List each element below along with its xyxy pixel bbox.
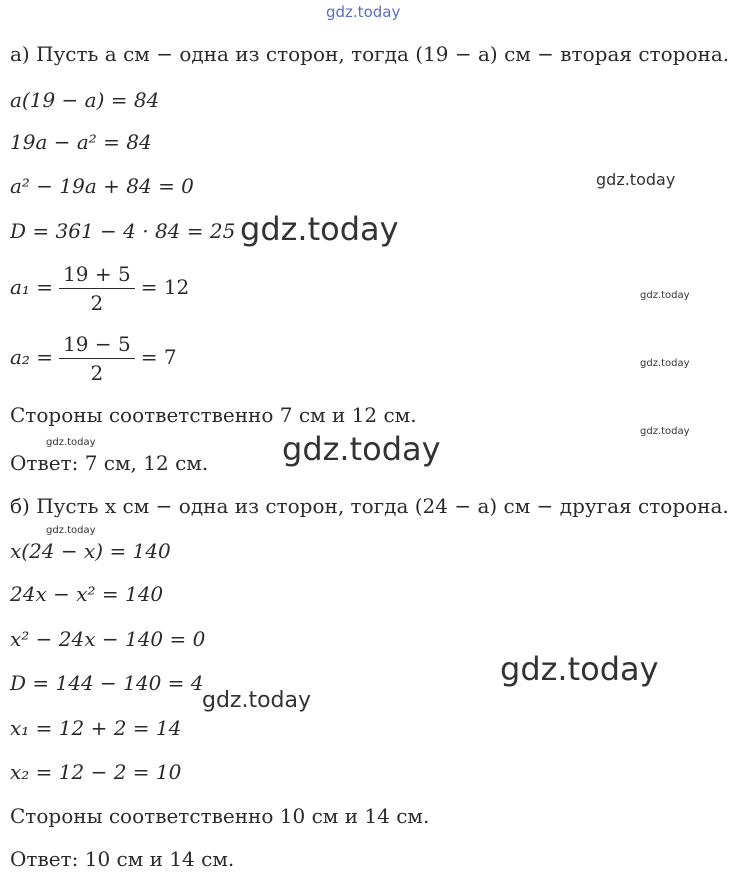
root-2-lhs: a₂ = xyxy=(10,345,54,369)
watermark-small: gdz.today xyxy=(46,437,96,448)
watermark-large: gdz.today xyxy=(500,650,659,688)
fraction-denominator: 2 xyxy=(90,291,104,315)
part-a-equation-2: 19a − a² = 84 xyxy=(10,130,152,154)
fraction-numerator: 19 + 5 xyxy=(59,262,135,289)
fraction-numerator: 19 − 5 xyxy=(59,332,135,359)
watermark-small: gdz.today xyxy=(640,290,690,301)
watermark-small: gdz.today xyxy=(46,525,96,536)
watermark-small: gdz.today xyxy=(640,358,690,369)
part-a-answer: Ответ: 7 см, 12 см. xyxy=(10,451,209,475)
watermark-large: gdz.today xyxy=(240,210,399,248)
part-a-sides: Стороны соответственно 7 см и 12 см. xyxy=(10,403,417,427)
watermark-top: gdz.today xyxy=(326,3,401,21)
watermark: gdz.today xyxy=(202,688,312,713)
watermark: gdz.today xyxy=(596,170,676,189)
part-b-discriminant: D = 144 − 140 = 4 xyxy=(10,671,204,695)
root-1-fraction xyxy=(59,262,135,315)
watermark-small: gdz.today xyxy=(640,426,690,437)
part-b-equation-3: x² − 24x − 140 = 0 xyxy=(10,627,206,651)
root-1-rhs: = 12 xyxy=(140,275,190,299)
part-a-equation-1: a(19 − a) = 84 xyxy=(10,88,160,112)
fraction-denominator: 2 xyxy=(90,361,104,385)
part-b-root-1: x₁ = 12 + 2 = 14 xyxy=(10,716,182,740)
part-b-equation-1: x(24 − x) = 140 xyxy=(10,539,171,563)
part-b-root-2: x₂ = 12 − 2 = 10 xyxy=(10,760,182,784)
part-b-intro: б) Пусть x см − одна из сторон, тогда (24 − a) см − другая сторона. xyxy=(10,494,729,518)
root-1-lhs: a₁ = xyxy=(10,275,54,299)
part-a-discriminant: D = 361 − 4 · 84 = 25 xyxy=(10,219,236,243)
part-b-answer: Ответ: 10 см и 14 см. xyxy=(10,847,235,871)
part-b-sides: Стороны соответственно 10 см и 14 см. xyxy=(10,804,430,828)
part-a-intro: а) Пусть a см − одна из сторон, тогда (19 − a) см − вторая сторона. xyxy=(10,42,730,66)
root-2-rhs: = 7 xyxy=(140,345,177,369)
part-b-equation-2: 24x − x² = 140 xyxy=(10,582,164,606)
watermark-large: gdz.today xyxy=(282,430,441,468)
part-a-root-1 xyxy=(10,262,189,315)
part-a-equation-3: a² − 19a + 84 = 0 xyxy=(10,174,194,198)
part-a-root-2 xyxy=(10,332,177,385)
root-2-fraction xyxy=(59,332,135,385)
